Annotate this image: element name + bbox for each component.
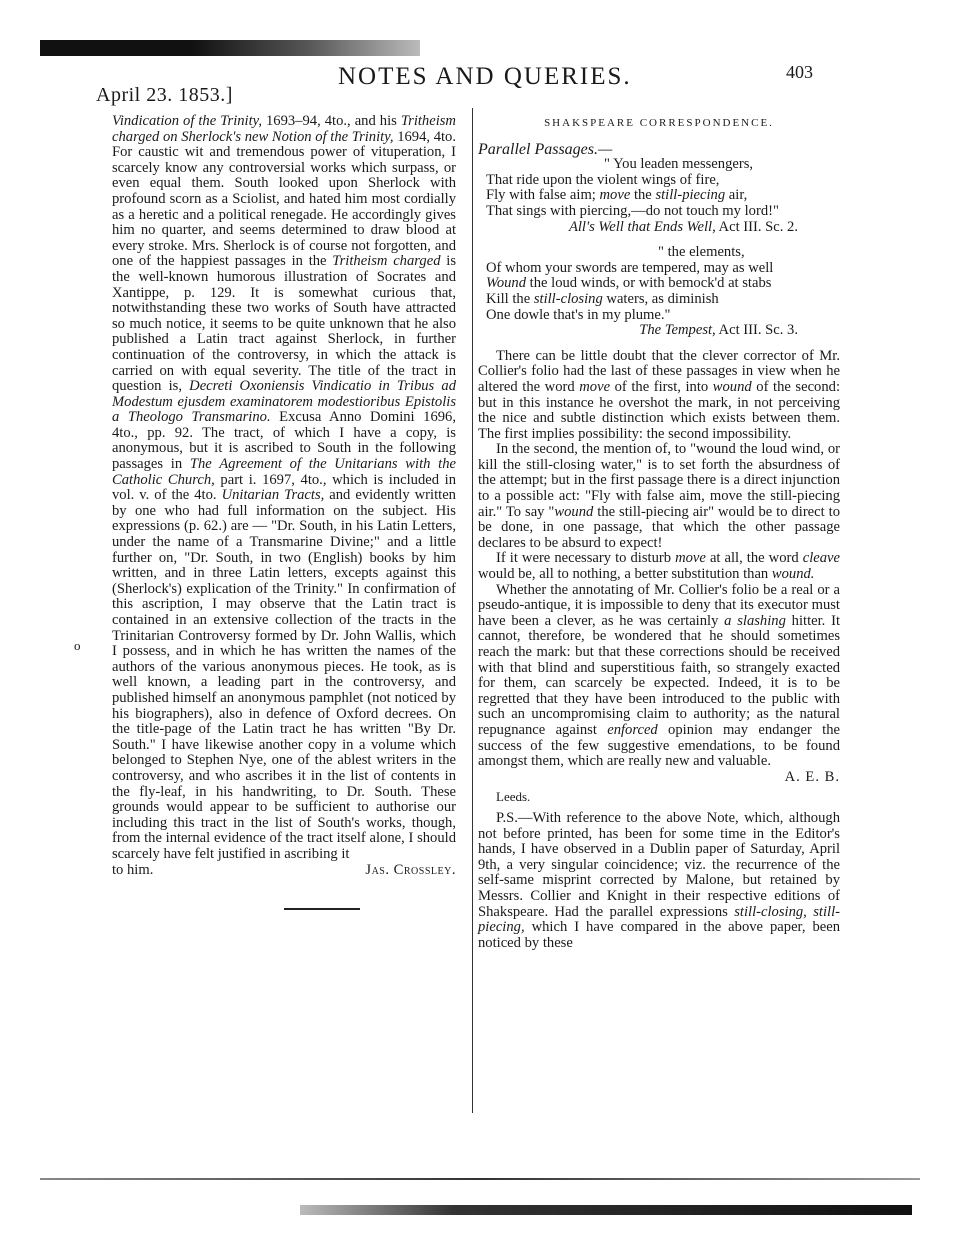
signature-line: to him. Jas. Crossley. [112, 861, 456, 878]
author-initials: A. E. B. [784, 768, 840, 785]
section-heading: SHAKSPEARE CORRESPONDENCE. [544, 117, 774, 129]
location-line: Leeds. [496, 789, 531, 805]
section-rule [284, 908, 360, 910]
parallel-heading: Parallel Passages.— [478, 140, 613, 158]
left-column [112, 114, 456, 910]
header-title: NOTES AND QUERIES. [338, 63, 632, 90]
quote-block-2: " the elements, Of whom your swords are tempered, may as well Wound the loud winds, or with bemock'd at stabs Kill the still-closing waters, as diminish One dowle that's in my plume." The Tempest, Act III. Sc. 3. [486, 244, 798, 339]
right-paragraph-1: There can be little doubt that the clever corrector of Mr. Collier's folio had the last of these passages in view when he altered the word move of the first, into wound of the second: but in this instance he overshot the mark, in not perceiving the nice and subtle distinction which exists between them. The first implies possibility: the second impossibility. [478, 347, 840, 442]
scan-bottom-bar [300, 1205, 912, 1215]
right-column [478, 116, 840, 951]
quote-block-1: " You leaden messengers, That ride upon the violent wings of fire, Fly with false aim; move the still-piecing air, That sings with piercing,—do not touch my lord!" All's Well that Ends Well, Act III. Sc. 2. [486, 156, 798, 235]
page-number: 403 [786, 62, 813, 82]
scan-edge-bar [40, 40, 420, 56]
left-paragraph: Vindication of the Trinity, 1693–94, 4to., and his Tritheism charged on Sherlock's new Notion of the Trinity, 1694, 4to. For caustic wit and tremendous power of vituperation, I scarcely know any controversial works which surpass, or even equal them. South looked upon Sherlock with profound scorn as a Sciolist, and hated him most cordially as a heretic and a political renegade. He accordingly gives him no quarter, and seems determined to draw blood at every stroke. Mrs. Sherlock is of course not forgotten, and one of the happiest passages in the Tritheism charged is the well-known humorous illustration of Socrates and Xantippe, p. 129. It is somewhat curious that, notwithstanding these two works of South have attracted so much notice, it seems to be quite unknown that he also published a Latin tract against Sherlock, in further continuation of the controversy, in which the attack is carried on with equal severity. The title of the tract in question is, Decreti Oxoniensis Vindicatio in Tribus ad Modestum ejusdem examinatorem modestioribus Epistolis a Theologo Transmarino. Excusa Anno Domini 1696, 4to., pp. 92. The tract, of which I have a copy, is anonymous, but it is ascribed to South in the following passages in The Agreement of the Unitarians with the Catholic Church, part i. 1697, 4to., which is included in vol. v. of the 4to. Unitarian Tracts, and evidently written by one who had full information on the subject. His expressions (p. 62.) are — "Dr. South, in his Latin Letters, under the name of a Transmarine Divine;" and a little further on, "Dr. South, in two (English) books by him written, and in three Latin letters, excepts against this (Sherlock's) explication of the Trinity." In confirmation of this ascription, I may observe that the Latin tract is contained in an extensive collection of the tracts in the Trinitarian Controversy formed by Dr. John Wallis, which I possess, and in which he has written the names of the authors of the various anonymous pieces. He took, as is well known, a leading part in the controversy, and published himself an anonymous pamphlet (not noticed by his biographers), also in defence of Oxford decrees. On the title-page of the Latin tract he has written "By Dr. South." I have likewise another copy in a volume which belonged to Stephen Nye, one of the ablest writers in the controversy, and who ascribes it in the list of contents in the fly-leaf, in his handwriting, to Dr. South. These grounds would appear to be sufficient to authorise our including this tract in the list of South's works, though, from the internal evidence of the tract itself alone, I should scarcely have felt justified in ascribing it [112, 113, 456, 862]
right-paragraph-4: Whether the annotating of Mr. Collier's folio be a real or a pseudo-antique, it is impossible to deny that its executor must have been a clever, as he was certainly a slashing hitter. It cannot, therefore, be wondered that he should sometimes reach the mark: but that these corrections should be received with that blind and superstitious faith, so strangely exacted for them, can scarcely be expected. Indeed, it is to be regretted that they have been introduced to the public with such an uncompromising claim to authority; as the natural repugnance against enforced opinion may endanger the success of the few suggestive emendations, to be found amongst them, which are really new and valuable. [478, 581, 841, 770]
header-date: April 23. 1853.] [96, 84, 233, 106]
signature-name: Jas. Crossley. [365, 861, 456, 878]
bottom-rule [40, 1178, 920, 1180]
margin-mark: o [74, 638, 81, 653]
right-paragraph-3: If it were necessary to disturb move at all, the word cleave would be, all to nothing, a better substitution than wound. [478, 550, 840, 583]
right-paragraph-2: In the second, the mention of, to "wound the loud wind, or kill the still-closing water," is to set forth the absurdness of the attempt; but in the first passage there is a direct injunction to a possible act: "Fly with false aim, move the still-piecing air." To say "wound the still-piecing air" would be to direct to be done, in one passage, that which the other passage declares to be absurd to expect! [478, 441, 840, 551]
right-paragraph-5: P.S.—With reference to the above Note, which, although not before printed, has been for some time in the Editor's hands, I have observed in a Dublin paper of Saturday, April 9th, a very singular coincidence; viz. the recurrence of the self-same misprint corrected by Malone, but retained by Messrs. Collier and Knight in their respective editions of Shakspeare. Had the parallel expressions still-closing, still-piecing, which I have compared in the above paper, been noticed by these [478, 809, 840, 951]
column-divider [472, 108, 473, 1113]
